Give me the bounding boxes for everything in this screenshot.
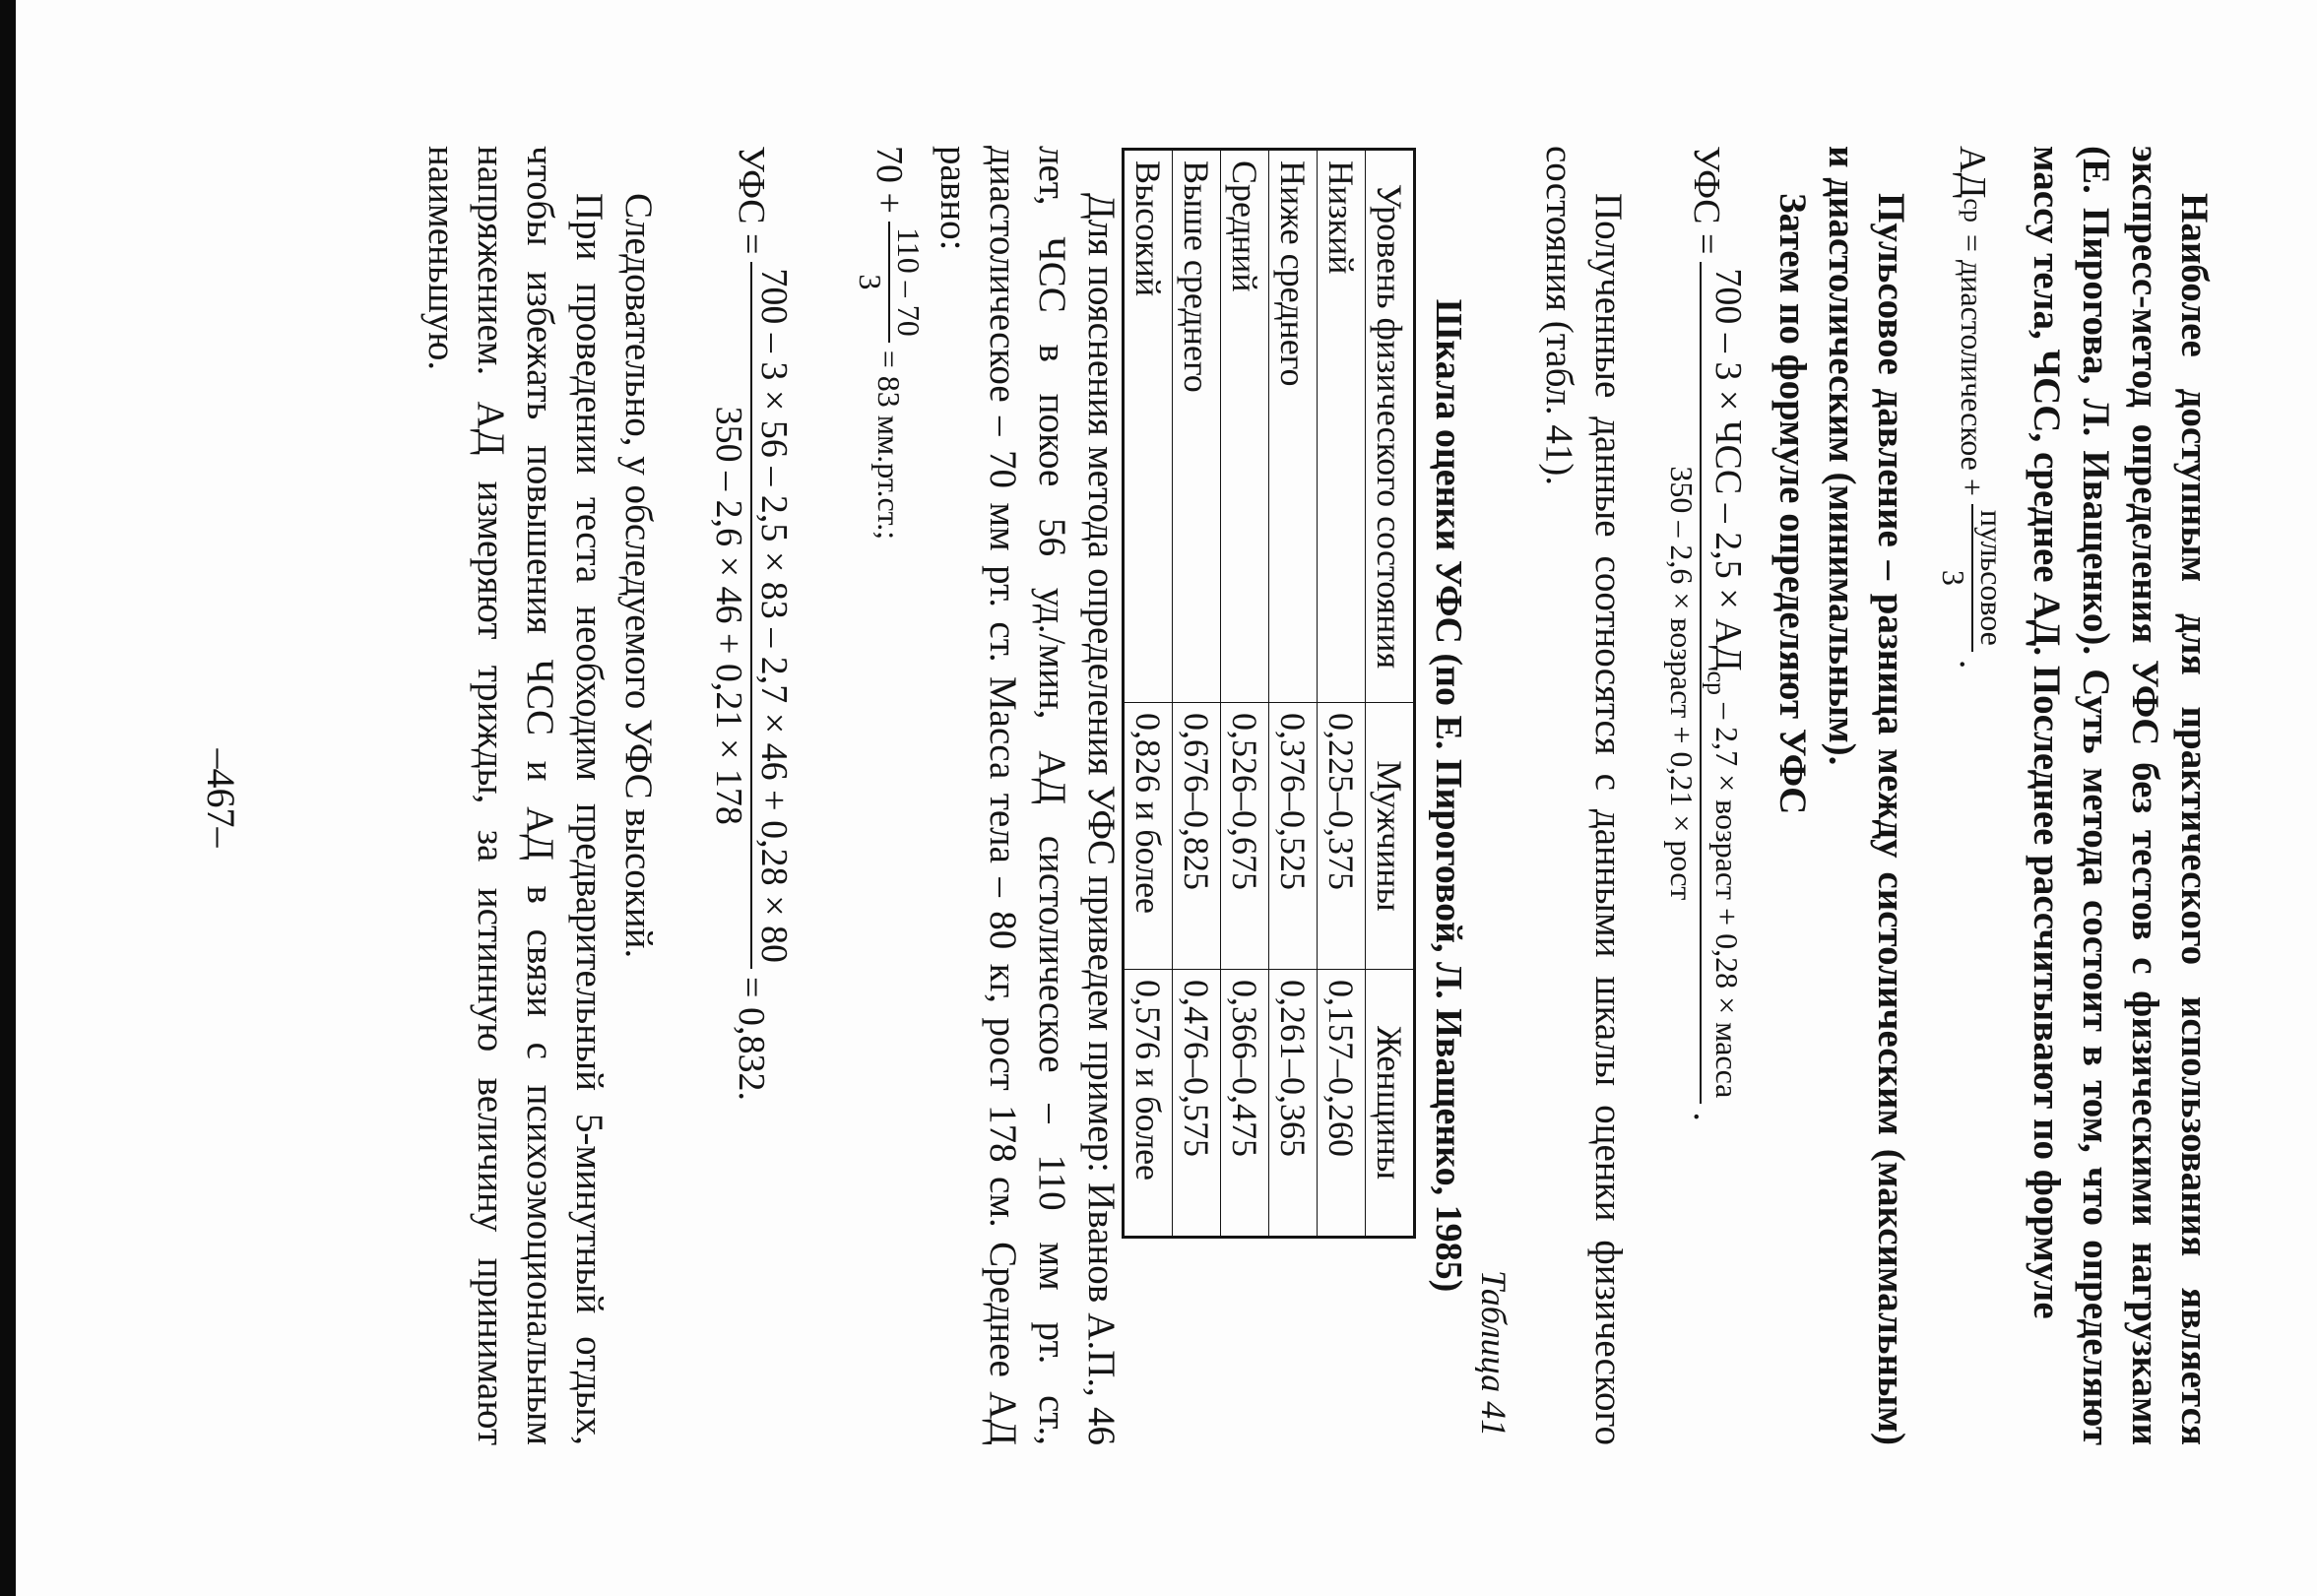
paragraph-conclusion: Следовательно, у обследуемого УФС высокий. При проведении теста необходим предварительный 5-минутный отдых, чтобы избежать повышения ЧСС и АД в связи с психоэмоциональным напряжением. АД измеряют трижды, за истинную величину принимают наименьшую. (420, 146, 660, 1445)
table-cell: Ниже среднего (1269, 150, 1318, 703)
table-row (1124, 150, 1173, 1238)
table-number-label: Таблица 41 (1474, 1270, 1513, 1437)
table-header-cell: Мужчины (1366, 703, 1415, 970)
paragraph-scale-reference: Полученные данные соотносятся с данными шкалы оценки физического состояния (табл. 41). (1538, 146, 1630, 1445)
table-header-cell: Уровень физического состояния (1366, 150, 1415, 703)
paragraph-pulse-pressure: Пульсовое давление – разница между систолическим (максимальным) и диастолическим (минимальным). Затем по формуле определяют УФС (1771, 146, 1912, 1445)
table-cell: 0,476–0,575 (1173, 970, 1221, 1238)
fraction-example-ufs: 700 – 3 × 56 – 2,5 × 83 – 2,7 × 46 + 0,28 × 80 350 – 2,6 × 46 + 0,21 × 178 (707, 262, 796, 969)
formula-example-ufs: УФС = 700 – 3 × 56 – 2,5 × 83 – 2,7 × 46 + 0,28 × 80 350 – 2,6 × 46 + 0,21 × 178 = 0,832. (708, 146, 795, 1101)
fraction-ufs-general: 700 – 3 × ЧСС – $2,5 \times АД_{ср} - 2,7$ × возраст + 0,28 × масса 350 – 2,6 × возраст + 0,21 × рост (1663, 262, 1751, 1104)
formula-example-mean-pressure: 70 + 110 – 70 3 = 83 мм.рт.ст.; (853, 146, 927, 541)
table-header-cell: Женщины (1366, 970, 1415, 1238)
paragraph-intro: Наиболее доступным для практического использования является экспресс-метод определения УФС без тестов с физическими нагрузками (Е. Пирогова, Л. Иващенко). Суть метода состоит в том, что определяют массу тела, ЧСС, среднее АД. Последнее рассчитывают по формуле (2026, 146, 2216, 1445)
table-cell: 0,526–0,675 (1221, 703, 1269, 970)
table-cell: Низкий (1318, 150, 1366, 703)
table-row (1221, 150, 1269, 1238)
table-row (1318, 150, 1366, 1238)
table-cell: 0,826 и более (1124, 703, 1173, 970)
table-cell: 0,376–0,525 (1269, 703, 1318, 970)
table-cell: 0,261–0,365 (1269, 970, 1318, 1238)
table-cell: 0,366–0,475 (1221, 970, 1269, 1238)
table-cell: 0,157–0,260 (1318, 970, 1366, 1238)
table-cell: Высокий (1124, 150, 1173, 703)
table-cell: 0,676–0,825 (1173, 703, 1221, 970)
page-number: –467– (199, 748, 243, 848)
table-cell: 0,576 и более (1124, 970, 1173, 1238)
table-row (1269, 150, 1318, 1238)
table-cell: Средний (1221, 150, 1269, 703)
table-header-row (1366, 150, 1415, 1238)
table-cell: Выше среднего (1173, 150, 1221, 703)
table-cell: 0,225–0,375 (1318, 703, 1366, 970)
formula-ufs-general: УФС = 700 – 3 × ЧСС – $2,5 \times АД_{ср} - 2,7$ × возраст + 0,28 × масса 350 – 2,6 × возраст + 0,21 × рост . (1663, 146, 1750, 1121)
ufs-scale-table (1122, 148, 1416, 1239)
formula-mean-pressure: АД ср = диастолическое + пульсовое 3 . (1936, 146, 2010, 670)
fraction-pulse-over-three: пульсовое 3 (1935, 504, 2010, 652)
table-title: Шкала оценки УФС (по Е. Пироговой, Л. Иващенко, 1985) (1428, 298, 1469, 1293)
paragraph-example: Для пояснения метода определения УФС приведем пример: Иванов А.П., 46 лет, ЧСС в покое 56 уд./мин, АД систолическое – 110 мм рт. ст., диастолическое – 70 мм рт. ст. Масса тела – 80 кг, рост 178 см. Среднее АД равно: (933, 146, 1123, 1445)
table-row (1173, 150, 1221, 1238)
fraction-example-pressure: 110 – 70 3 (852, 222, 927, 343)
